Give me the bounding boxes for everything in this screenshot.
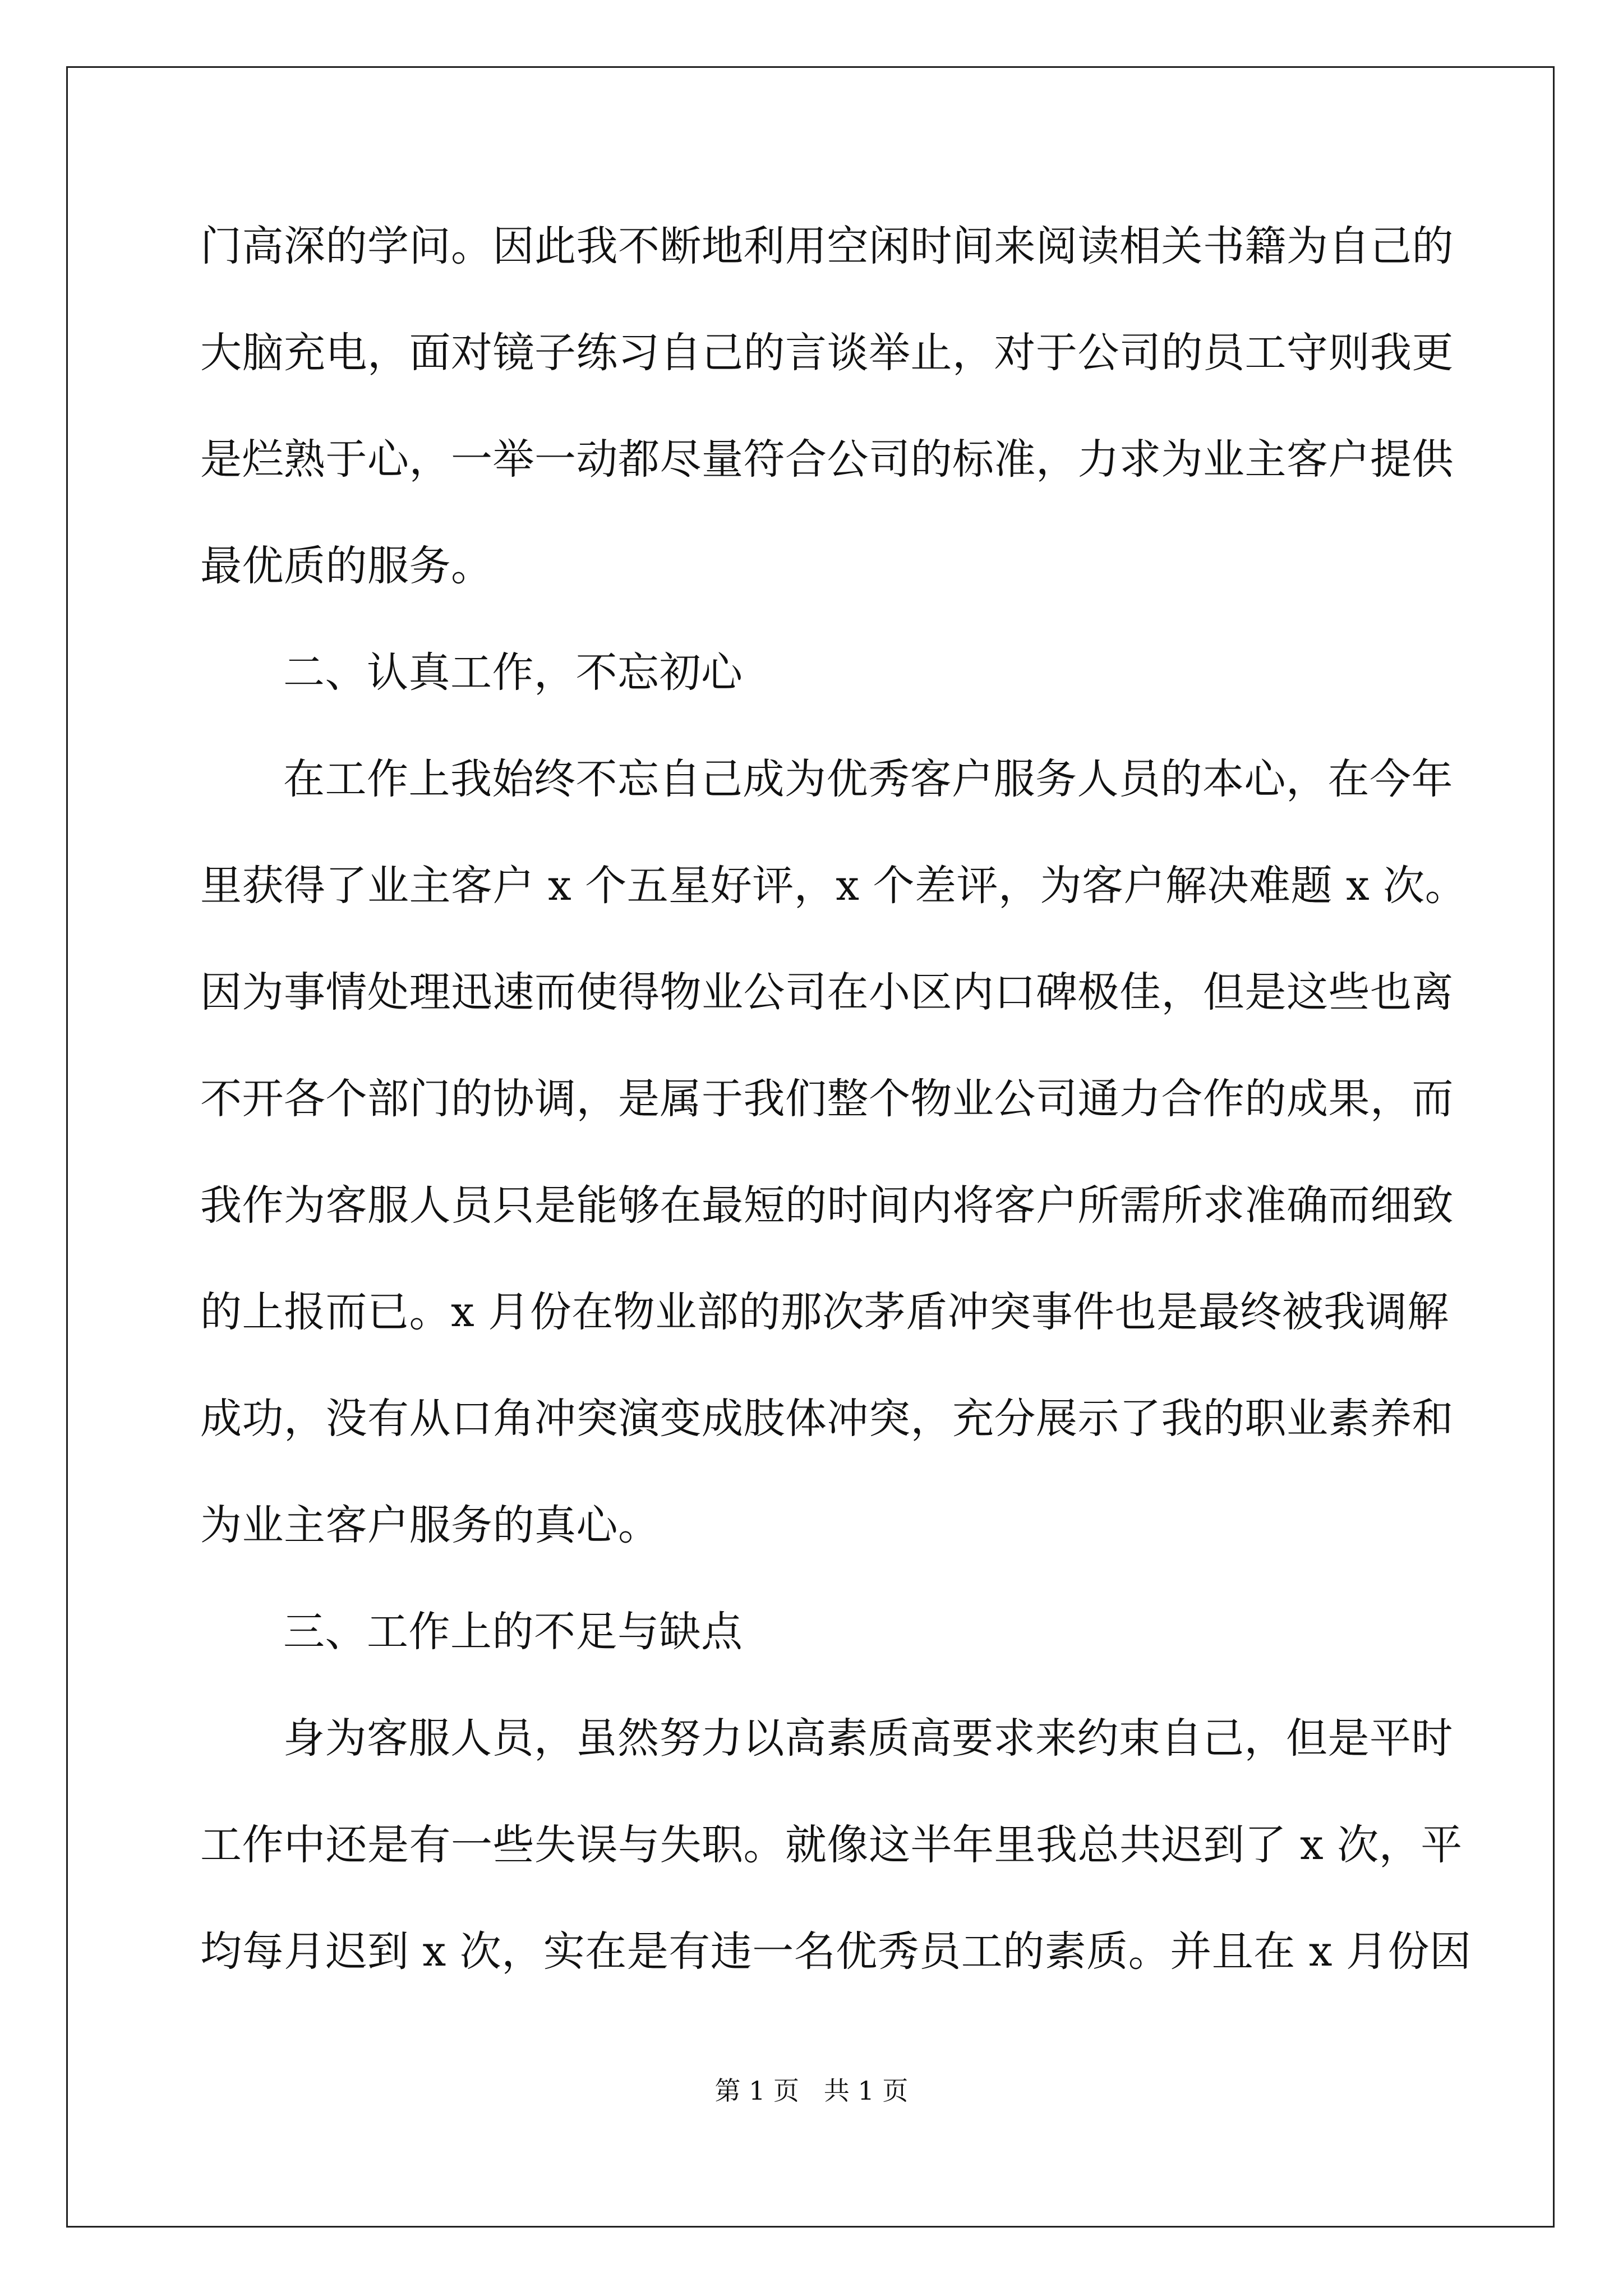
text-line: 因为事情处理迅速而使得物业公司在小区内口碑极佳，但是这些也离 (200, 968, 1454, 1016)
text-line: 最优质的服务。 (200, 542, 493, 590)
text-line: 我作为客服人员只是能够在最短的时间内将客户所需所求准确而细致 (200, 1181, 1454, 1230)
text-line: 的上报而已。x 月份在物业部的那次茅盾冲突事件也是最终被我调解 (200, 1288, 1449, 1336)
document-body (200, 222, 1472, 2033)
text-line: 均每月迟到 x 次，实在是有违一名优秀员工的素质。并且在 x 月份因 (200, 1927, 1472, 1976)
text-line: 不开各个部门的协调，是属于我们整个物业公司通力合作的成果，而 (200, 1075, 1454, 1123)
text-line: 是烂熟于心，一举一动都尽量符合公司的标准，力求为业主客户提供 (200, 435, 1454, 484)
text-line: 身为客服人员，虽然努力以高素质高要求来约束自己，但是平时 (283, 1714, 1453, 1763)
section-heading: 三、工作上的不足与缺点 (283, 1608, 743, 1656)
text-line: 为业主客户服务的真心。 (200, 1501, 660, 1549)
text-line: 成功，没有从口角冲突演变成肢体冲突，充分展示了我的职业素养和 (200, 1395, 1454, 1443)
text-line: 工作中还是有一些失误与失职。就像这半年里我总共迟到了 x 次，平 (200, 1821, 1463, 1869)
text-line: 在工作上我始终不忘自己成为优秀客户服务人员的本心，在今年 (283, 755, 1453, 803)
text-line: 门高深的学问。因此我不断地利用空闲时间来阅读相关书籍为自己的 (200, 222, 1454, 270)
section-heading: 二、认真工作，不忘初心 (283, 648, 743, 697)
text-line: 大脑充电，面对镜子练习自己的言谈举止，对于公司的员工守则我更 (200, 329, 1454, 377)
text-line: 里获得了业主客户 x 个五星好评，x 个差评，为客户解决难题 x 次。 (200, 862, 1467, 910)
page-footer: 第 1 页 共 1 页 (714, 2076, 909, 2106)
